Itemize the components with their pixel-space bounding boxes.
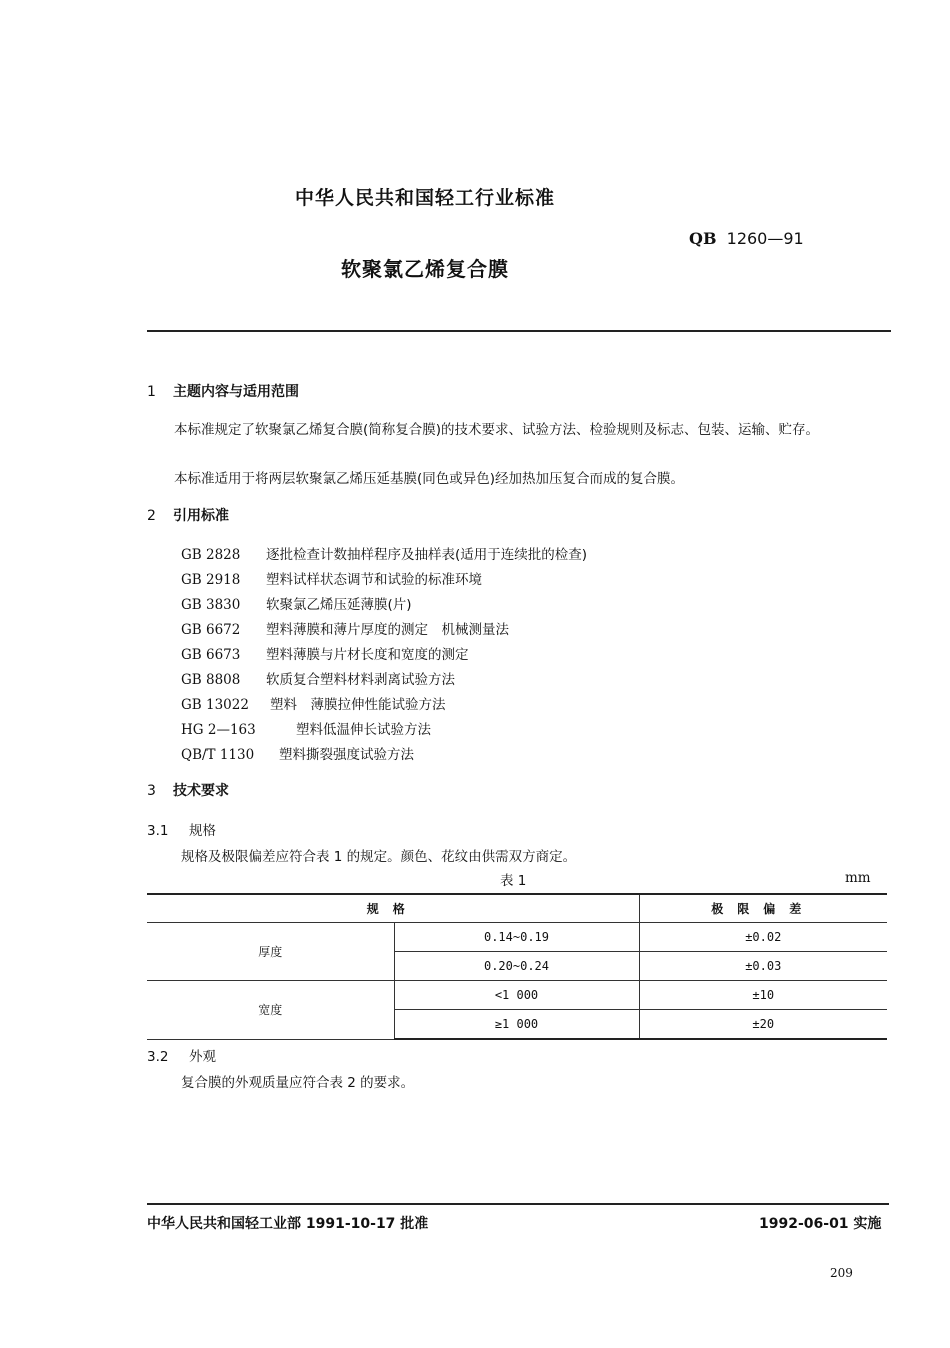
reference-title: 塑料撕裂强度试验方法	[279, 747, 414, 763]
table-row	[147, 923, 887, 952]
reference-item	[181, 693, 446, 713]
subsection-3-2-heading	[147, 1045, 216, 1065]
section-title: 引用标准	[173, 508, 229, 524]
reference-title: 塑料薄膜和薄片厚度的测定 机械测量法	[266, 622, 509, 638]
header-deviation: 极限偏差	[639, 894, 887, 923]
subsection-3-1-text: 规格及极限偏差应符合表 1 的规定。颜色、花纹由供需双方商定。	[181, 849, 577, 865]
reference-code: GB 2918	[181, 572, 241, 588]
section-number: 3	[147, 783, 156, 799]
reference-title: 塑料薄膜与片材长度和宽度的测定	[266, 647, 469, 663]
reference-code: HG 2—163	[181, 722, 256, 738]
table-row	[147, 981, 887, 1010]
deviation-value: ±20	[639, 1010, 887, 1040]
subsection-3-1-heading	[147, 819, 216, 839]
reference-title: 塑料 薄膜拉伸性能试验方法	[270, 697, 446, 713]
paragraph-text: 本标准规定了软聚氯乙烯复合膜(简称复合膜)的技术要求、试验方法、检验规则及标志、包装、运输、贮存。	[174, 422, 820, 438]
header-divider	[147, 330, 891, 332]
effective-date: 1992-06-01 实施	[759, 1216, 882, 1232]
reference-code: GB 3830	[181, 597, 241, 613]
reference-title: 逐批检查计数抽样程序及抽样表(适用于连续批的检查)	[266, 547, 588, 563]
section-1-heading	[147, 381, 299, 401]
page-number: 209	[830, 1266, 853, 1280]
spec-range: ≥1 000	[394, 1010, 639, 1040]
header-spec: 规格	[147, 894, 639, 923]
reference-title: 软聚氯乙烯压延薄膜(片)	[266, 597, 412, 613]
paragraph-text: 本标准适用于将两层软聚氯乙烯压延基膜(同色或异色)经加热加压复合而成的复合膜。	[174, 471, 685, 487]
reference-code: QB/T 1130	[181, 747, 255, 763]
reference-code: GB 8808	[181, 672, 241, 688]
reference-item	[181, 668, 455, 688]
deviation-value: ±0.03	[639, 952, 887, 981]
issuing-body-heading: 中华人民共和国轻工行业标准	[294, 187, 555, 209]
reference-item	[181, 543, 587, 563]
footer-divider	[147, 1203, 889, 1205]
group-label: 厚度	[147, 923, 394, 981]
deviation-value: ±10	[639, 981, 887, 1010]
reference-item	[181, 718, 431, 738]
section-number: 2	[147, 508, 156, 524]
group-label: 宽度	[147, 981, 394, 1040]
reference-item	[181, 743, 414, 763]
reference-title: 塑料低温伸长试验方法	[296, 722, 431, 738]
table-unit: mm	[845, 870, 871, 886]
reference-title: 塑料试样状态调节和试验的标准环境	[266, 572, 482, 588]
spec-range: 0.20~0.24	[394, 952, 639, 981]
section-1-paragraph-2	[147, 467, 889, 492]
reference-code: GB 13022	[181, 697, 249, 713]
reference-item	[181, 643, 469, 663]
reference-code: GB 6673	[181, 647, 241, 663]
spec-range: <1 000	[394, 981, 639, 1010]
spec-table	[147, 893, 887, 1040]
standard-code-prefix: QB	[689, 229, 717, 248]
subsection-number: 3.1	[147, 823, 169, 839]
document-title: 软聚氯乙烯复合膜	[341, 257, 509, 281]
reference-item	[181, 568, 482, 588]
table-header-row	[147, 894, 887, 923]
reference-item	[181, 618, 509, 638]
section-1-paragraph-1	[147, 418, 889, 443]
reference-code: GB 6672	[181, 622, 241, 638]
subsection-title: 外观	[189, 1049, 216, 1065]
section-title: 主题内容与适用范围	[173, 384, 299, 400]
subsection-3-2-text: 复合膜的外观质量应符合表 2 的要求。	[181, 1075, 415, 1091]
deviation-value: ±0.02	[639, 923, 887, 952]
spec-range: 0.14~0.19	[394, 923, 639, 952]
section-title: 技术要求	[173, 783, 229, 799]
reference-code: GB 2828	[181, 547, 241, 563]
subsection-number: 3.2	[147, 1049, 169, 1065]
section-3-heading	[147, 780, 229, 800]
reference-title: 软质复合塑料材料剥离试验方法	[266, 672, 455, 688]
table-caption: 表 1	[500, 873, 527, 889]
standard-code-number: 1260—91	[726, 229, 804, 248]
reference-item	[181, 593, 412, 613]
section-2-heading	[147, 505, 229, 525]
section-number: 1	[147, 384, 156, 400]
standard-code	[689, 229, 804, 248]
approval-line: 中华人民共和国轻工业部 1991-10-17 批准	[147, 1216, 429, 1232]
subsection-title: 规格	[189, 823, 216, 839]
